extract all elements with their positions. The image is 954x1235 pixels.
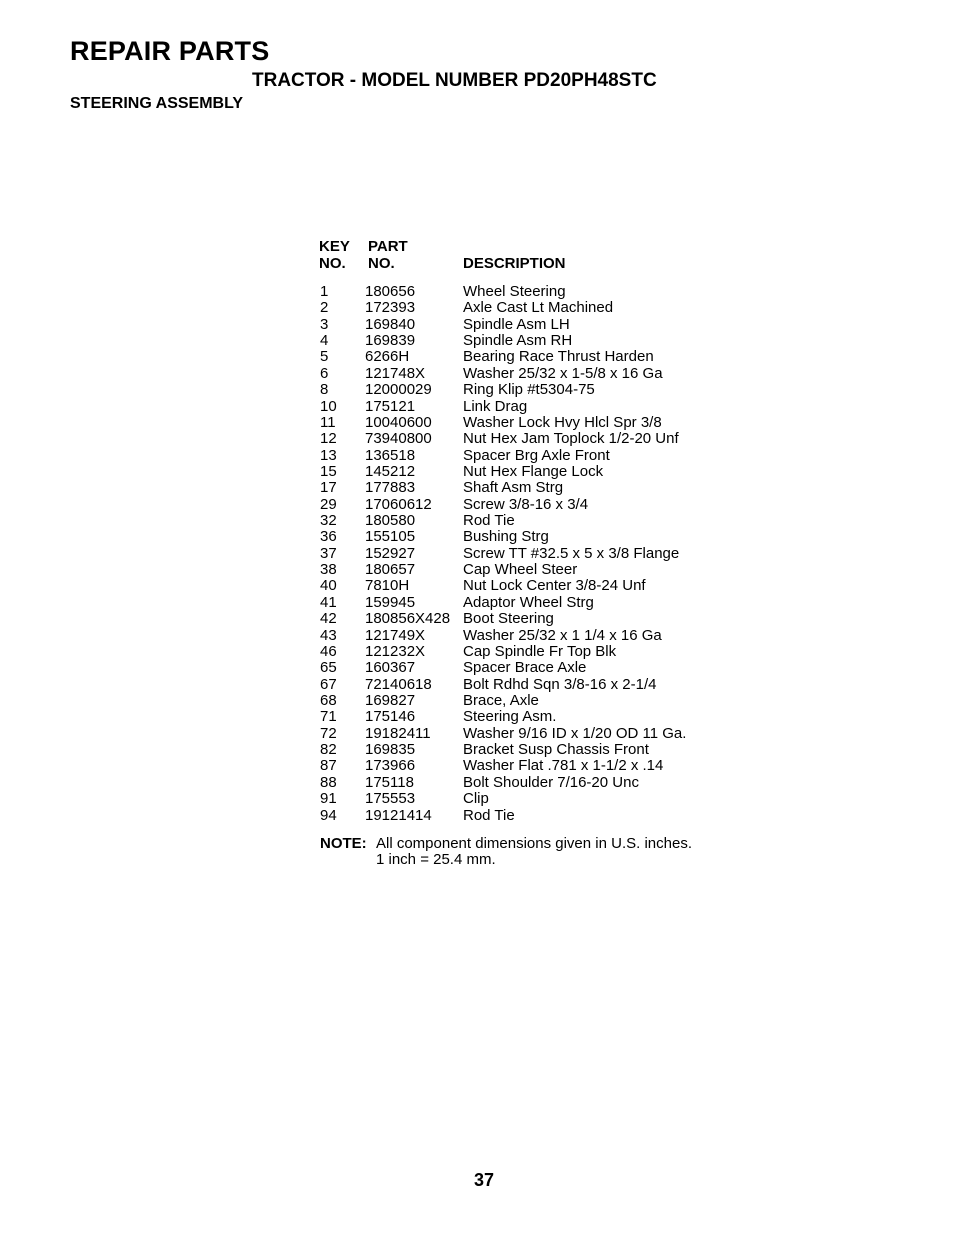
part-number: 175553 [365, 790, 416, 808]
note-line-1: All component dimensions given in U.S. inches. [376, 835, 692, 852]
key-header-line2: NO. [319, 255, 346, 272]
table-row [319, 693, 719, 709]
part-number: 180657 [365, 561, 416, 579]
section-heading: STEERING ASSEMBLY [70, 95, 244, 112]
part-description: Washer Flat .781 x 1-1/2 x .14 [463, 757, 664, 775]
table-row [319, 284, 719, 300]
part-description: Spacer Brace Axle [463, 659, 587, 677]
page-title: REPAIR PARTS [70, 36, 270, 66]
part-number: 19121414 [365, 806, 432, 824]
table-row [319, 513, 719, 529]
table-row [319, 497, 719, 513]
key-number: 15 [320, 462, 337, 480]
part-number: 169835 [365, 741, 416, 759]
key-number: 8 [320, 381, 329, 399]
table-row [319, 546, 719, 562]
part-number: 160367 [365, 659, 416, 677]
part-description: Screw 3/8-16 x 3/4 [463, 495, 589, 513]
key-number: 4 [320, 332, 329, 350]
table-row [319, 415, 719, 431]
key-number: 46 [320, 642, 337, 660]
part-description: Spacer Brg Axle Front [463, 446, 610, 464]
key-number: 43 [320, 626, 337, 644]
part-description: Nut Lock Center 3/8-24 Unf [463, 577, 646, 595]
part-description: Brace, Axle [463, 691, 539, 709]
table-row [319, 578, 719, 594]
key-header-line1: KEY [319, 238, 350, 255]
description-header: DESCRIPTION [463, 255, 566, 272]
part-description: Shaft Asm Strg [463, 479, 564, 497]
part-number: 73940800 [365, 430, 432, 448]
table-row [319, 333, 719, 349]
key-number: 32 [320, 512, 337, 530]
part-description: Washer Lock Hvy Hlcl Spr 3/8 [463, 413, 662, 431]
part-description: Bolt Rdhd Sqn 3/8-16 x 2-1/4 [463, 675, 657, 693]
key-number: 29 [320, 495, 337, 513]
part-description: Nut Hex Flange Lock [463, 462, 604, 480]
key-number: 11 [320, 413, 336, 431]
part-number: 175146 [365, 708, 416, 726]
key-number: 12 [320, 430, 337, 448]
part-description: Wheel Steering [463, 283, 566, 300]
part-header-line2: NO. [368, 255, 395, 272]
part-description: Ring Klip #t5304-75 [463, 381, 595, 399]
table-row [319, 366, 719, 382]
key-number: 37 [320, 544, 337, 562]
note-label: NOTE: [320, 835, 367, 852]
part-number: 180580 [365, 512, 416, 530]
part-description: Washer 25/32 x 1-5/8 x 16 Ga [463, 364, 663, 382]
key-number: 10 [320, 397, 337, 415]
table-row [319, 480, 719, 496]
part-description: Spindle Asm LH [463, 315, 570, 333]
part-description: Adaptor Wheel Strg [463, 593, 594, 611]
part-number: 145212 [365, 462, 416, 480]
part-number: 121749X [365, 626, 426, 644]
part-number: 17060612 [365, 495, 432, 513]
key-number: 82 [320, 741, 337, 759]
part-number: 10040600 [365, 413, 432, 431]
table-row [319, 382, 719, 398]
key-number: 71 [320, 708, 337, 726]
key-number: 36 [320, 528, 337, 546]
part-number: 121748X [365, 364, 426, 382]
key-number: 13 [320, 446, 337, 464]
table-row [319, 808, 719, 824]
part-description: Screw TT #32.5 x 5 x 3/8 Flange [463, 544, 680, 562]
part-description: Bolt Shoulder 7/16-20 Unc [463, 773, 639, 791]
part-description: Bushing Strg [463, 528, 549, 546]
part-number: 12000029 [365, 381, 432, 399]
part-description: Rod Tie [463, 806, 515, 824]
table-row [319, 431, 719, 447]
parts-rows [319, 284, 719, 824]
part-description: Washer 25/32 x 1 1/4 x 16 Ga [463, 626, 662, 644]
key-number: 1 [320, 283, 329, 300]
table-row [319, 399, 719, 415]
key-number: 94 [320, 806, 337, 824]
key-number: 3 [320, 315, 329, 333]
key-number: 87 [320, 757, 337, 775]
key-number: 5 [320, 348, 329, 366]
key-number: 67 [320, 675, 337, 693]
key-number: 38 [320, 561, 337, 579]
table-row [319, 791, 719, 807]
key-number: 65 [320, 659, 337, 677]
part-description: Nut Hex Jam Toplock 1/2-20 Unf [463, 430, 679, 448]
table-row [319, 529, 719, 545]
part-description: Axle Cast Lt Machined [463, 299, 614, 317]
part-number: 136518 [365, 446, 416, 464]
table-row [319, 775, 719, 791]
part-number: 121232X [365, 642, 426, 660]
part-description: Washer 9/16 ID x 1/20 OD 11 Ga. [463, 724, 687, 742]
key-number: 42 [320, 610, 337, 628]
page-number: 37 [473, 1170, 495, 1190]
part-description: Bracket Susp Chassis Front [463, 741, 649, 759]
part-number: 152927 [365, 544, 416, 562]
part-number: 72140618 [365, 675, 432, 693]
part-description: Clip [463, 790, 489, 808]
part-description: Steering Asm. [463, 708, 557, 726]
table-row [319, 758, 719, 774]
key-number: 2 [320, 299, 329, 317]
table-row [319, 464, 719, 480]
part-description: Rod Tie [463, 512, 515, 530]
table-row [319, 628, 719, 644]
table-row [319, 709, 719, 725]
table-row [319, 349, 719, 365]
part-number: 155105 [365, 528, 416, 546]
table-row [319, 644, 719, 660]
part-description: Link Drag [463, 397, 528, 415]
part-description: Boot Steering [463, 610, 554, 628]
key-number: 6 [320, 364, 329, 382]
part-number: 19182411 [365, 724, 431, 742]
table-row [319, 448, 719, 464]
table-row [319, 660, 719, 676]
table-row [319, 300, 719, 316]
part-number: 169840 [365, 315, 416, 333]
part-header-line1: PART [368, 238, 408, 255]
table-row [319, 726, 719, 742]
part-description: Cap Wheel Steer [463, 561, 578, 579]
key-number: 72 [320, 724, 337, 742]
part-description: Bearing Race Thrust Harden [463, 348, 654, 366]
part-number: 175121 [365, 397, 416, 415]
table-row [319, 562, 719, 578]
table-row [319, 595, 719, 611]
part-description: Cap Spindle Fr Top Blk [463, 642, 617, 660]
table-row [319, 317, 719, 333]
key-number: 41 [320, 593, 337, 611]
key-number: 40 [320, 577, 337, 595]
part-number: 175118 [365, 773, 414, 791]
part-number: 6266H [365, 348, 410, 366]
note-line-2: 1 inch = 25.4 mm. [376, 851, 496, 868]
part-number: 173966 [365, 757, 416, 775]
part-number: 180656 [365, 283, 416, 300]
table-row [319, 742, 719, 758]
model-subtitle: TRACTOR - MODEL NUMBER PD20PH48STC [252, 70, 657, 91]
part-number: 7810H [365, 577, 410, 595]
part-number: 169827 [365, 691, 416, 709]
table-row [319, 611, 719, 627]
key-number: 91 [320, 790, 337, 808]
part-description: Spindle Asm RH [463, 332, 573, 350]
key-number: 68 [320, 691, 337, 709]
part-number: 180856X428 [365, 610, 451, 628]
part-number: 172393 [365, 299, 416, 317]
key-number: 88 [320, 773, 337, 791]
key-number: 17 [320, 479, 337, 497]
table-row [319, 677, 719, 693]
part-number: 177883 [365, 479, 416, 497]
part-number: 159945 [365, 593, 416, 611]
part-number: 169839 [365, 332, 416, 350]
